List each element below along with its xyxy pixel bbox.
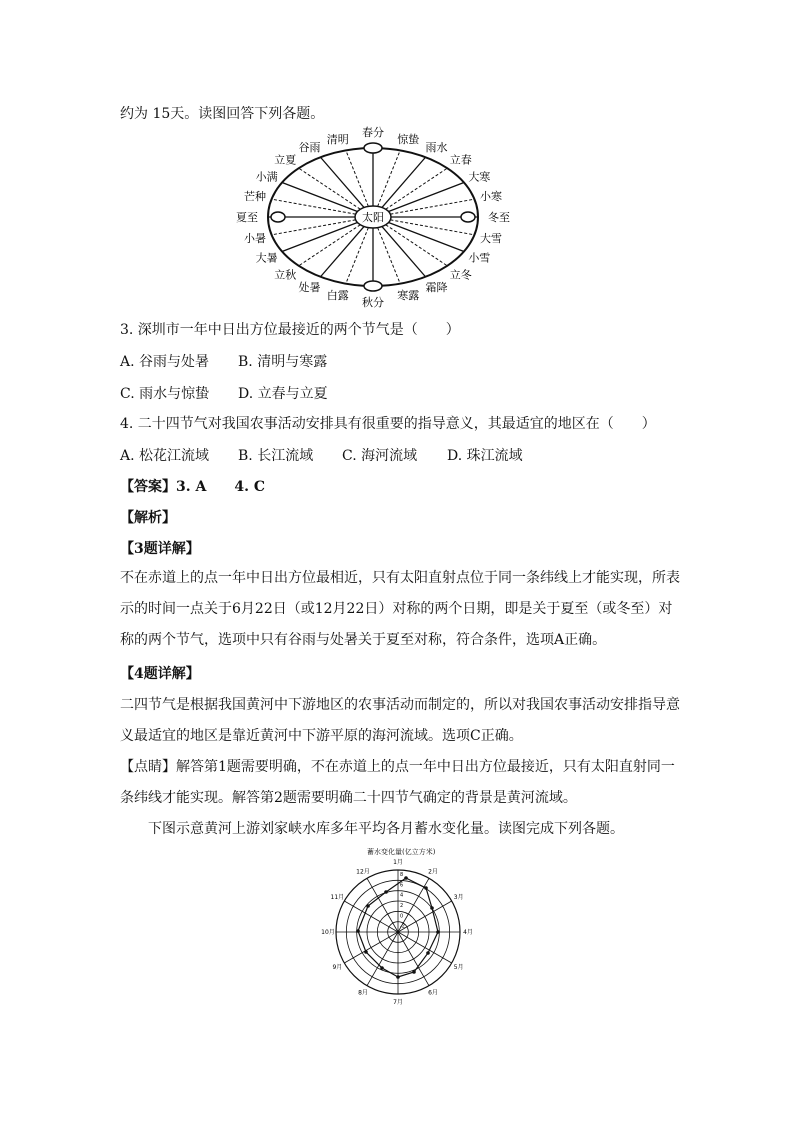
radar-month-label: 9月 [332,964,343,971]
radar-point [384,890,388,894]
radar-point [404,876,408,880]
solar-term-label: 立夏 [274,153,297,167]
wheel-spoke [299,168,361,209]
radar-point [366,904,370,908]
solar-term-label: 小暑 [243,231,266,245]
radar-spoke [344,932,398,963]
q4-option-b: B. 长江流域 [238,448,314,464]
radar-point [430,906,434,910]
solar-term-label: 处暑 [298,281,321,295]
radar-spoke [344,901,398,932]
wheel-spoke [346,150,369,206]
solar-term-label: 寒露 [397,289,420,303]
radar-ring-label: 2 [400,903,404,909]
intro-line: 约为 15天。读图回答下列各题。 [120,106,325,122]
radar-month-label: 1月 [393,859,403,866]
q4-option-d: D. 珠江流域 [447,448,523,464]
solar-term-label: 大寒 [468,170,491,184]
solar-term-label: 春分 [362,126,384,139]
q4-detail-heading: 【4题详解】 [120,666,200,682]
radar-spoke [398,932,452,963]
solar-terms-wheel [236,126,540,309]
radar-month-label: 5月 [453,964,464,971]
solar-term-label: 秋分 [362,296,384,309]
radar-point [426,951,430,955]
analysis-heading: 【解析】 [120,510,176,526]
wheel-spoke [378,150,401,206]
radar-month-label: 11月 [330,894,345,901]
radar-point [436,930,440,934]
solar-term-label: 谷雨 [298,140,321,154]
q4-option-c: C. 海河流域 [342,448,418,464]
solar-term-label: 霜降 [425,281,448,295]
radar-month-label: 2月 [428,868,438,876]
q3-option-c: C. 雨水与惊蛰 [120,386,210,402]
radar-point [412,970,416,974]
q3-option-a: A. 谷雨与处暑 [120,354,210,370]
radar-ring-label: 4 [400,892,404,899]
answer-line: 【答案】3. A 4. C [120,479,265,495]
radar-month-label: 12月 [356,868,370,876]
radar-month-label: 8月 [358,989,368,997]
solar-term-label: 白露 [326,289,349,303]
solar-term-label: 冬至 [488,211,510,224]
sun-label: 太阳 [362,211,384,224]
wheel-spoke [386,168,448,209]
solar-term-label: 立冬 [449,268,472,282]
q3-stem: 3. 深圳市一年中日出方位最接近的两个节气是（ ） [120,322,460,338]
wheel-spoke [386,225,448,266]
radar-month-label: 6月 [428,989,438,997]
radar-point [356,929,360,933]
next-question-intro: 下图示意黄河上游刘家峡水库多年平均各月蓄水变化量。读图完成下列各题。 [148,821,624,837]
radar-month-label: 4月 [463,929,473,936]
radar-ring-label: 6 [400,882,404,889]
radar-month-label: 10月 [321,929,335,936]
radar-point [396,975,400,979]
radar-month-label: 7月 [393,999,403,1006]
solar-term-label: 大雪 [480,231,503,245]
reservoir-radar-chart [318,856,478,1006]
solar-term-label: 惊蛰 [397,132,420,146]
solar-term-label: 小满 [255,170,278,184]
spring-equinox-marker [364,143,382,153]
wheel-spoke [299,225,361,266]
radar-point [424,886,428,890]
radar-title: 蓄水变化量(亿立方米) [367,848,436,856]
summer-solstice-marker [271,212,285,222]
solar-term-label: 清明 [326,132,349,146]
q3-detail-text: 不在赤道上的点一年中日出方位最相近，只有太阳直射点位于同一条纬线上才能实现，所表示的时间一点关于6月22日（或12月22日）对称的两个日期，即是关于夏至（或冬至）对称的两个节气，选项中只有谷雨与处暑关于夏至对称，符合条件，选项A正确。 [120,570,680,648]
solar-term-label: 大暑 [255,251,278,265]
wheel-spoke [346,228,369,284]
q3-detail-heading: 【3题详解】 [120,541,200,557]
radar-month-label: 3月 [453,894,464,901]
radar-ring-label: 8 [400,872,404,878]
solar-term-label: 雨水 [425,140,448,154]
solar-term-label: 小雪 [468,251,491,265]
q3-option-b: B. 清明与寒露 [238,354,328,370]
radar-ring-label: -2 [400,923,405,930]
solar-term-label: 立春 [449,153,472,167]
radar-point [380,966,384,970]
q4-detail-text: 二四节气是根据我国黄河中下游地区的农事活动而制定的，所以对我国农事活动安排指导意义最适宜的地区是靠近黄河中下游平原的海河流域。选项C正确。 [120,697,680,744]
wheel-spoke [378,228,401,284]
q3-option-d: D. 立春与立夏 [238,386,328,402]
radar-ring-label: 0 [400,913,404,920]
solar-term-label: 小寒 [480,190,503,204]
tip-text: 【点睛】解答第1题需要明确，不在赤道上的点一年中日出方位最接近，只有太阳直射同一条纬线才能实现。解答第2题需要明确二十四节气确定的背景是黄河流域。 [120,759,675,806]
solar-term-label: 芒种 [243,190,266,204]
solar-term-label: 立秋 [274,268,297,282]
q4-option-a: A. 松花江流域 [120,448,210,464]
winter-solstice-marker [461,212,475,222]
radar-spoke [367,932,398,986]
radar-point [364,950,368,954]
solar-term-label: 夏至 [236,211,258,224]
q4-stem: 4. 二十四节气对我国农事活动安排具有很重要的指导意义，其最适宜的地区在（ ） [120,416,656,432]
autumn-equinox-marker [364,281,382,291]
radar-spoke [398,901,452,932]
